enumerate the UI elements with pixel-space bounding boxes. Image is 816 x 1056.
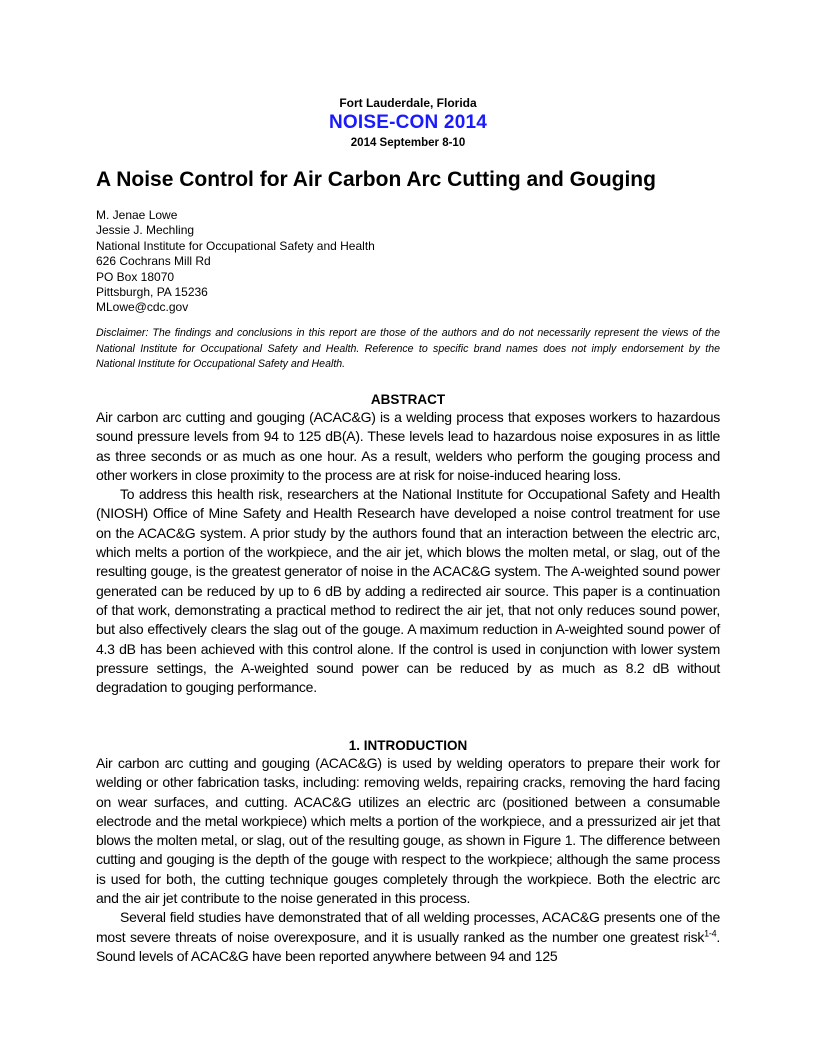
- abstract-heading: ABSTRACT: [370, 392, 446, 407]
- author-affiliation: National Institute for Occupational Safety and Health: [96, 238, 375, 253]
- conference-dates: 2014 September 8-10: [350, 137, 466, 149]
- conference-location: Fort Lauderdale, Florida: [339, 96, 477, 110]
- abstract-paragraph: Air carbon arc cutting and gouging (ACAC&G) is a welding process that exposes workers to hazardous sound pressure levels from 94 to 125 dB(A). These levels lead to hazardous noise exposures in as little as three seconds or as much as one hour. As a result, welders who perform the gouging process and other workers in close proximity to the process are at risk for noise-induced hearing loss.: [96, 409, 720, 483]
- introduction-heading: 1. INTRODUCTION: [348, 738, 468, 753]
- abstract-body: [96, 408, 720, 697]
- author-email: MLowe@cdc.gov: [96, 300, 189, 315]
- author-address-line: Pittsburgh, PA 15236: [96, 285, 208, 300]
- author-address-line: 626 Cochrans Mill Rd: [96, 254, 211, 269]
- introduction-paragraph: Air carbon arc cutting and gouging (ACAC&G) is used by welding operators to prepare their work for welding or other fabrication tasks, including: removing welds, repairing cracks, removing the hard facing on wear surfaces, and cutting. ACAC&G utilizes an electric arc (positioned between a consumable electrode and the metal workpiece) which melts a portion of the workpiece, and a pressurized air jet that blows the molten metal, or slag, out of the resulting gouge, as shown in Figure 1. The difference between cutting and gouging is the depth of the gouge with respect to the workpiece; although the same process is used for both, the cutting technique gouges completely through the workpiece. Both the electric arc and the air jet contribute to the noise generated in this process.: [96, 755, 720, 907]
- introduction-paragraph: [96, 908, 720, 966]
- author-name: Jessie J. Mechling: [96, 223, 195, 238]
- citation-reference: 1-4: [704, 928, 717, 939]
- author-block: [96, 208, 375, 316]
- author-address-line: PO Box 18070: [96, 269, 175, 284]
- introduction-text: Several field studies have demonstrated that of all welding processes, ACAC&G presents one of the most severe threats of noise overexposure, and it is usually ranked as the number one greatest risk: [96, 909, 720, 945]
- introduction-text: . Sound levels of ACAC&G have been reported anywhere between 94 and 125: [96, 928, 720, 964]
- author-name: M. Jenae Lowe: [96, 208, 178, 222]
- disclaimer: Disclaimer: The findings and conclusions in this report are those of the authors and do not necessarily represent the views of the National Institute for Occupational Safety and Health. Reference to specific brand names does not imply endorsement by the National Institute for Occupational Safety and Health.: [96, 327, 720, 371]
- paper-title: A Noise Control for Air Carbon Arc Cutting and Gouging: [96, 168, 656, 191]
- conference-name: NOISE-CON 2014: [328, 112, 488, 133]
- abstract-paragraph: To address this health risk, researchers at the National Institute for Occupational Safety and Health (NIOSH) Office of Mine Safety and Health Research have developed a noise control treatment for use on the ACAC&G system. A prior study by the authors found that an interaction between the electric arc, which melts a portion of the workpiece, and the air jet, which blows the molten metal, or slag, out of the resulting gouge, is the greatest generator of noise in the ACAC&G system. The A-weighted sound power generated can be reduced by up to 6 dB by adding a redirected air source. This paper is a continuation of that work, demonstrating a practical method to redirect the air jet, that not only reduces sound power, but also effectively clears the slag out of the gouge. A maximum reduction in A-weighted sound power of 4.3 dB has been achieved with this control alone. If the control is used in conjunction with lower system pressure settings, the A-weighted sound power can be reduced by as much as 8.2 dB without degradation to gouging performance.: [96, 486, 720, 696]
- introduction-body: [96, 754, 720, 966]
